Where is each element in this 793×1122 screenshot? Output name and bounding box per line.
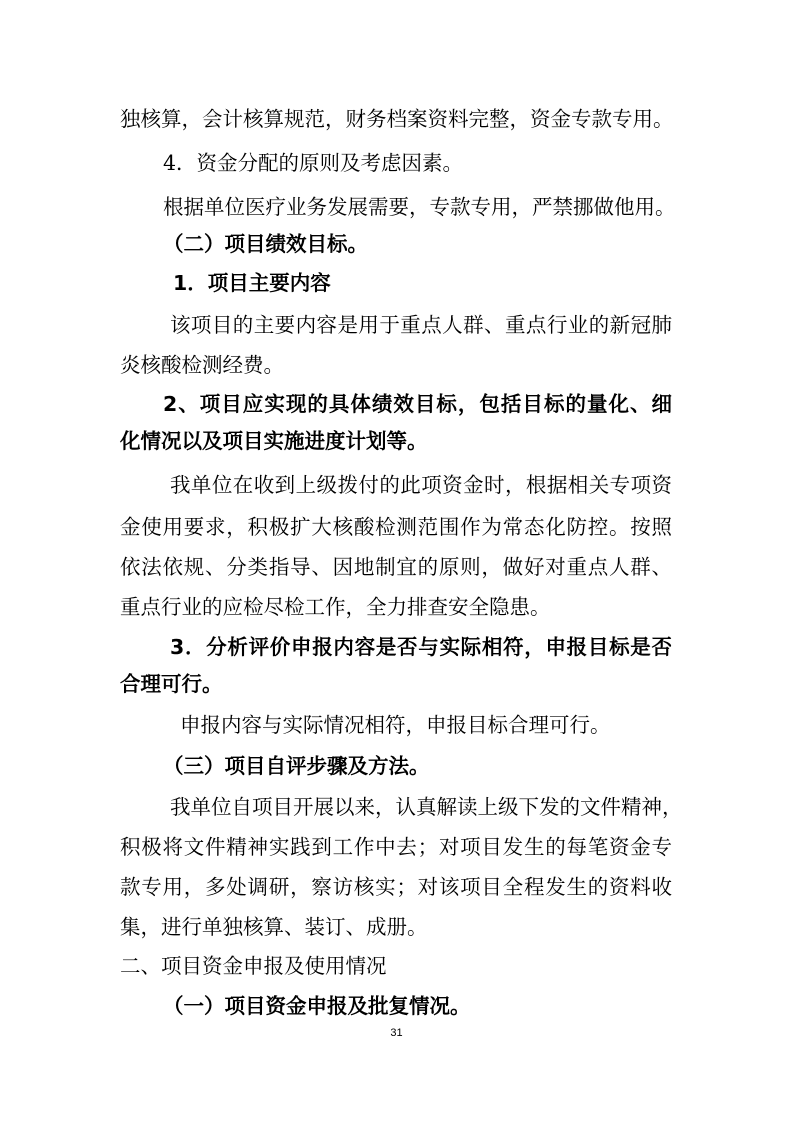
body-text-line: 重点行业的应检尽检工作，全力排查安全隐患。 bbox=[120, 595, 551, 619]
body-text-line: 该项目的主要内容是用于重点人群、重点行业的新冠肺 bbox=[170, 313, 672, 337]
page-number: 31 bbox=[390, 1027, 403, 1039]
body-text-line: 炎核酸检测经费。 bbox=[120, 353, 284, 377]
subheading-bold: 1．项目主要内容 bbox=[173, 271, 331, 295]
body-text-line: 款专用，多处调研，察访核实；对该项目全程发生的资料收 bbox=[120, 875, 672, 899]
subheading-bold: 3．分析评价申报内容是否与实际相符，申报目标是否 bbox=[170, 635, 672, 659]
section-heading: （三）项目自评步骤及方法。 bbox=[163, 754, 430, 778]
body-text-line: 我单位自项目开展以来，认真解读上级下发的文件精神， bbox=[170, 795, 683, 819]
subheading-bold: 2、项目应实现的具体绩效目标，包括目标的量化、细 bbox=[163, 392, 672, 416]
body-text-line: 依法依规、分类指导、因地制宜的原则，做好对重点人群、 bbox=[120, 555, 672, 579]
section-heading: （一）项目资金申报及批复情况。 bbox=[163, 994, 471, 1018]
chapter-heading: 二、项目资金申报及使用情况 bbox=[120, 954, 387, 978]
section-heading: （二）项目绩效目标。 bbox=[163, 232, 368, 256]
body-text-line: 集，进行单独核算、装订、成册。 bbox=[120, 915, 428, 939]
subheading-bold: 化情况以及项目实施进度计划等。 bbox=[120, 429, 428, 453]
subheading-plain: 4．资金分配的原则及考虑因素。 bbox=[163, 151, 464, 175]
body-text-line: 根据单位医疗业务发展需要，专款专用，严禁挪做他用。 bbox=[163, 195, 676, 219]
body-text-line: 我单位在收到上级拨付的此项资金时，根据相关专项资 bbox=[170, 473, 672, 497]
body-text-line: 独核算，会计核算规范，财务档案资料完整，资金专款专用。 bbox=[120, 107, 674, 131]
body-text-line: 金使用要求，积极扩大核酸检测范围作为常态化防控。按照 bbox=[120, 515, 672, 539]
body-text-line: 申报内容与实际情况相符，申报目标合理可行。 bbox=[180, 713, 611, 737]
body-text-line: 积极将文件精神实践到工作中去；对项目发生的每笔资金专 bbox=[120, 835, 672, 859]
subheading-bold: 合理可行。 bbox=[120, 672, 223, 696]
